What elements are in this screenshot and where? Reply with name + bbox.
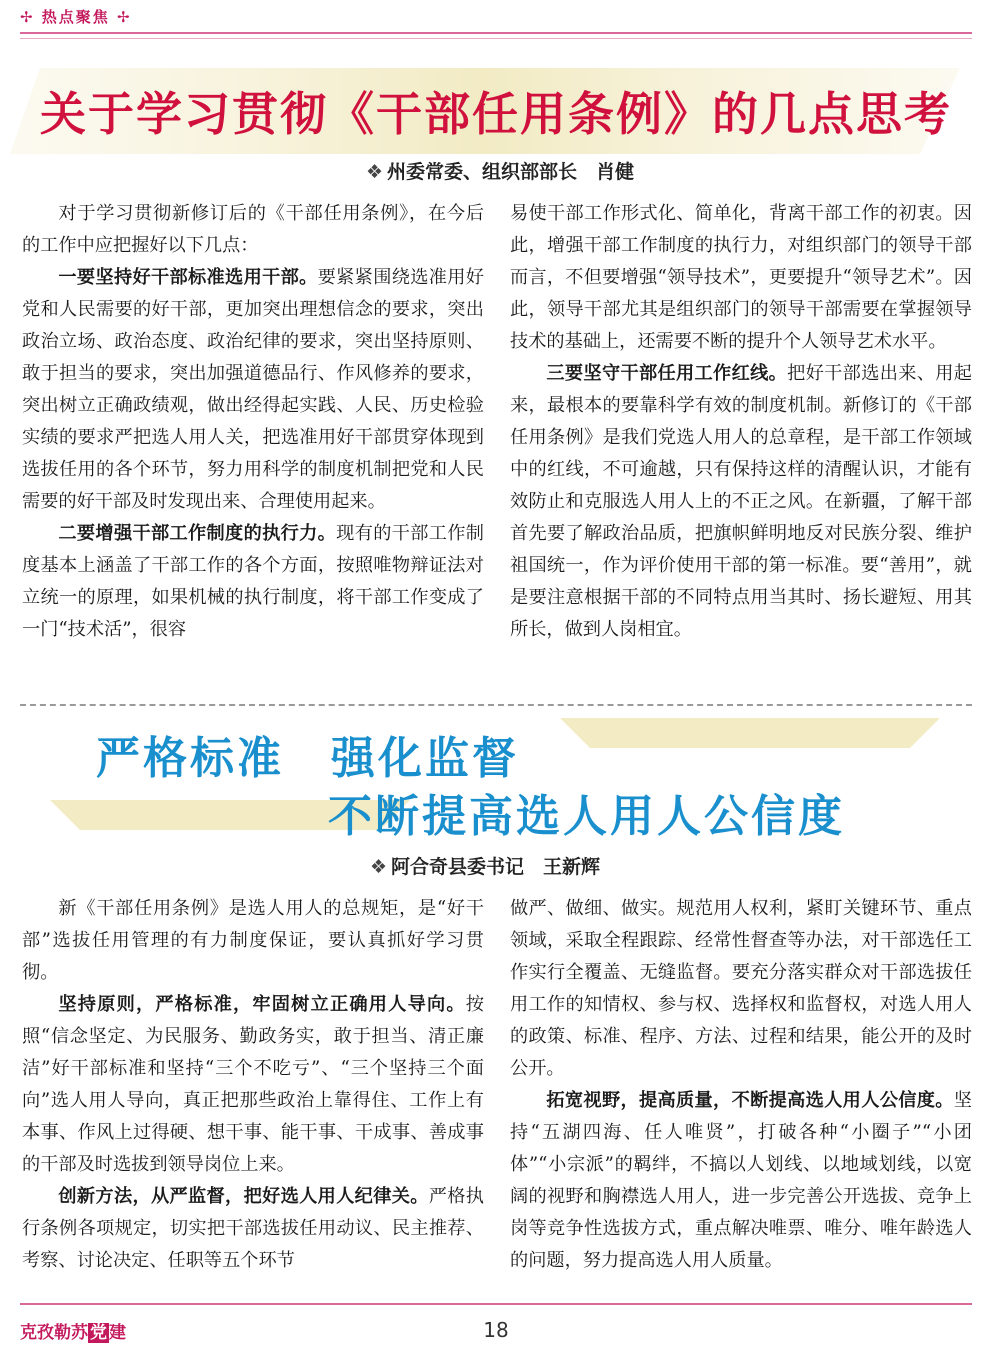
- article2-paragraph: 坚持原则，严格标准，牢固树立正确用人导向。按照“信念坚定、为民服务、勤政务实，敢于担当、清正廉洁”好干部标准和坚持“三个不吃亏”、“三个坚持三个面向”选人用人导向，真正把那些政治上靠得住、工作上有本事、作风上过得硬、想干事、能干事、干成事、善成事的干部及时选拔到领导岗位上来。: [22, 994, 484, 1175]
- article1-paragraph: 一要坚持好干部标准选用干部。要紧紧围绕选准用好党和人民需要的好干部，更加突出理想信念的要求，突出政治立场、政治态度、政治纪律的要求，突出坚持原则、敢于担当的要求，突出加强道德品行、作风修养的要求，突出树立正确政绩观，做出经得起实践、人民、历史检验实绩的要求严把选人用人关，把选准用好干部贯穿体现到选拔任用的各个环节，努力用科学的制度机制把党和人民需要的好干部及时发现出来、合理使用起来。: [22, 267, 484, 512]
- diamond-icon: ❖: [370, 856, 388, 878]
- article1-paragraph: 二要增强干部工作制度的执行力。现有的干部工作制度基本上涵盖了干部工作的各个方面，按照唯物辩证法对立统一的原理，如果机械的执行制度，将干部工作变成了一门“技术活”，很容: [22, 523, 484, 640]
- page-number: 18: [483, 1318, 509, 1342]
- article1-paragraph: 三要坚守干部任用工作红线。把好干部选出来、用起来，最根本的要靠科学有效的制度机制。新修订的《干部任用条例》是我们党选人用人的总章程，是干部工作领域中的红线，不可逾越，只有保持这样的清醒认识，才能有效防止和克服选人用人上的不正之风。在新疆，了解干部首先要了解政治品质，把旗帜鲜明地反对民族分裂、维护祖国统一，作为评价使用干部的第一标准。要“善用”，就是要注意根据干部的不同特点用当其时、扬长避短、用其所长，做到人岗相宜。: [510, 363, 972, 640]
- article2-title-line2: 不断提高选人用人公信度: [328, 791, 845, 842]
- article2-lead: 创新方法，从严监督，把好选人用人纪律关。: [58, 1186, 429, 1207]
- article2-author: 阿合奇县委书记 王新辉: [391, 856, 601, 878]
- article2-paragraph: 创新方法，从严监督，把好选人用人纪律关。严格执行条例各项规定，切实把干部选拔任用动议、民主推荐、考察、讨论决定、任职等五个环节: [22, 1186, 484, 1271]
- article1-author: 州委常委、组织部部长 肖健: [387, 161, 635, 183]
- magazine-logo: 克孜勒苏 党 建: [20, 1323, 126, 1343]
- header-rule-thin: [20, 38, 972, 39]
- article2-byline: [370, 852, 600, 879]
- article1-lead: 一要坚持好干部标准选用干部。: [58, 267, 318, 288]
- article2-column-right: [510, 893, 972, 1277]
- article2-lead: 坚持原则，严格标准，牢固树立正确用人导向。: [58, 994, 466, 1015]
- section-divider: [20, 704, 972, 706]
- article1-lead: 三要坚守干部任用工作红线。: [546, 363, 788, 384]
- article2-column-left: [22, 893, 484, 1277]
- article2-paragraph: 新《干部任用条例》是选人用人的总规矩，是“好干部”选拔任用管理的有力制度保证，要认真抓好学习贯彻。: [22, 898, 484, 983]
- article1-lead: 二要增强干部工作制度的执行力。: [58, 523, 337, 544]
- article1-byline: [366, 157, 634, 184]
- article1-column-right: [510, 198, 972, 646]
- article1-title: 关于学习贯彻《干部任用条例》的几点思考: [40, 87, 952, 141]
- section-tag: ✢ 热点聚焦 ✢: [20, 8, 132, 26]
- article2-paragraph: 做严、做细、做实。规范用人权利，紧盯关键环节、重点领域，采取全程跟踪、经常性督查等办法，对干部选任工作实行全覆盖、无缝监督。要充分落实群众对干部选拔任用工作的知情权、参与权、选择权和监督权，对选人用人的政策、标准、程序、方法、过程和结果，能公开的及时公开。: [510, 898, 972, 1079]
- diamond-icon: ❖: [366, 161, 384, 183]
- article1-paragraph: 易使干部工作形式化、简单化，背离干部工作的初衷。因此，增强干部工作制度的执行力，对组织部门的领导干部而言，不但要增强“领导技术”，更要提升“领导艺术”。因此，领导干部尤其是组织部门的领导干部需要在掌握领导技术的基础上，还需要不断的提升个人领导艺术水平。: [510, 203, 972, 352]
- article1-column-left: [22, 198, 484, 646]
- header-rule: [20, 32, 972, 34]
- article1-paragraph: 对于学习贯彻新修订后的《干部任用条例》，在今后的工作中应把握好以下几点：: [22, 203, 484, 256]
- article2-title-line1: 严格标准 强化监督: [96, 733, 519, 784]
- footer-rule: [20, 1303, 972, 1305]
- article2-paragraph: 拓宽视野，提高质量，不断提高选人用人公信度。坚持“五湖四海、任人唯贤”，打破各种“小圈子”“小团体”“小宗派”的羁绊，不搞以人划线、以地域划线，以宽阔的视野和胸襟选人用人，进一步完善公开选拔、竞争上岗等竞争性选拔方式，重点解决唯票、唯分、唯年龄选人的问题，努力提高选人用人质量。: [510, 1090, 972, 1271]
- article2-lead: 拓宽视野，提高质量，不断提高选人用人公信度。: [546, 1090, 954, 1111]
